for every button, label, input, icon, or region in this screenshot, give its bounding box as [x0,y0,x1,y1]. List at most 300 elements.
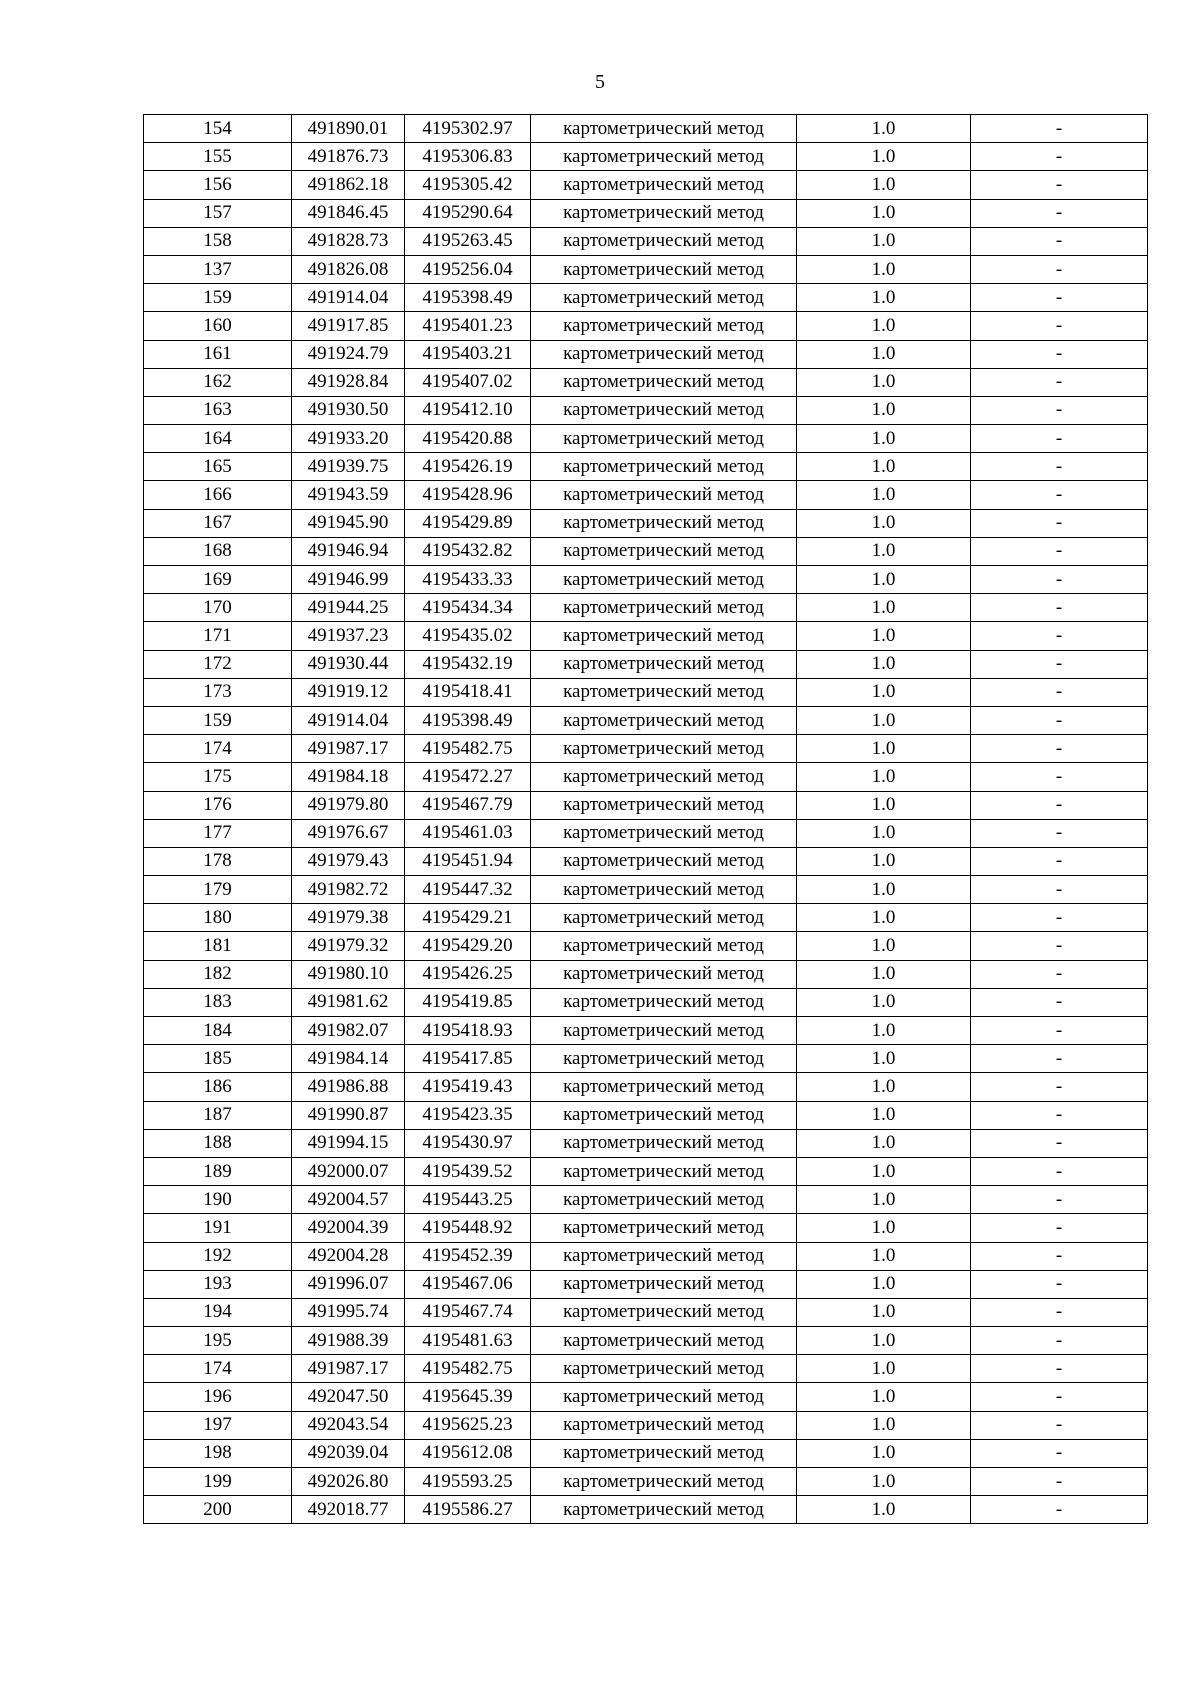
point-number-cell: 167 [144,509,292,537]
y-coordinate-cell: 4195625.23 [405,1411,531,1439]
x-coordinate-cell: 491979.80 [292,791,405,819]
description-cell: - [971,425,1148,453]
x-coordinate-cell: 491930.50 [292,396,405,424]
y-coordinate-cell: 4195305.42 [405,171,531,199]
method-cell: картометрический метод [531,368,797,396]
point-number-cell: 166 [144,481,292,509]
point-number-cell: 196 [144,1383,292,1411]
method-cell: картометрический метод [531,960,797,988]
y-coordinate-cell: 4195403.21 [405,340,531,368]
table-row [144,1214,1148,1242]
y-coordinate-cell: 4195481.63 [405,1327,531,1355]
accuracy-cell: 1.0 [797,819,971,847]
accuracy-cell: 1.0 [797,1186,971,1214]
description-cell: - [971,227,1148,255]
point-number-cell: 198 [144,1439,292,1467]
accuracy-cell: 1.0 [797,1383,971,1411]
method-cell: картометрический метод [531,284,797,312]
accuracy-cell: 1.0 [797,1327,971,1355]
description-cell: - [971,481,1148,509]
table-row [144,706,1148,734]
x-coordinate-cell: 491914.04 [292,706,405,734]
method-cell: картометрический метод [531,819,797,847]
y-coordinate-cell: 4195447.32 [405,876,531,904]
method-cell: картометрический метод [531,1327,797,1355]
description-cell: - [971,988,1148,1016]
description-cell: - [971,847,1148,875]
method-cell: картометрический метод [531,594,797,622]
accuracy-cell: 1.0 [797,960,971,988]
y-coordinate-cell: 4195401.23 [405,312,531,340]
method-cell: картометрический метод [531,847,797,875]
description-cell: - [971,115,1148,143]
accuracy-cell: 1.0 [797,425,971,453]
accuracy-cell: 1.0 [797,1411,971,1439]
table-row [144,340,1148,368]
table-row [144,1101,1148,1129]
x-coordinate-cell: 491979.43 [292,847,405,875]
description-cell: - [971,453,1148,481]
table-row [144,932,1148,960]
point-number-cell: 193 [144,1270,292,1298]
y-coordinate-cell: 4195418.93 [405,1017,531,1045]
x-coordinate-cell: 491994.15 [292,1129,405,1157]
accuracy-cell: 1.0 [797,791,971,819]
description-cell: - [971,143,1148,171]
x-coordinate-cell: 491984.18 [292,763,405,791]
table-row [144,227,1148,255]
x-coordinate-cell: 491890.01 [292,115,405,143]
x-coordinate-cell: 491945.90 [292,509,405,537]
y-coordinate-cell: 4195435.02 [405,622,531,650]
description-cell: - [971,1242,1148,1270]
description-cell: - [971,566,1148,594]
y-coordinate-cell: 4195429.21 [405,904,531,932]
y-coordinate-cell: 4195482.75 [405,735,531,763]
accuracy-cell: 1.0 [797,706,971,734]
method-cell: картометрический метод [531,255,797,283]
method-cell: картометрический метод [531,763,797,791]
y-coordinate-cell: 4195306.83 [405,143,531,171]
x-coordinate-cell: 491937.23 [292,622,405,650]
x-coordinate-cell: 491980.10 [292,960,405,988]
description-cell: - [971,1186,1148,1214]
y-coordinate-cell: 4195290.64 [405,199,531,227]
method-cell: картометрический метод [531,791,797,819]
table-row [144,960,1148,988]
method-cell: картометрический метод [531,1073,797,1101]
point-number-cell: 179 [144,876,292,904]
x-coordinate-cell: 491946.99 [292,566,405,594]
y-coordinate-cell: 4195467.79 [405,791,531,819]
x-coordinate-cell: 492043.54 [292,1411,405,1439]
accuracy-cell: 1.0 [797,227,971,255]
accuracy-cell: 1.0 [797,481,971,509]
method-cell: картометрический метод [531,1157,797,1185]
table-row [144,1242,1148,1270]
accuracy-cell: 1.0 [797,1129,971,1157]
method-cell: картометрический метод [531,706,797,734]
point-number-cell: 173 [144,678,292,706]
accuracy-cell: 1.0 [797,509,971,537]
x-coordinate-cell: 491986.88 [292,1073,405,1101]
accuracy-cell: 1.0 [797,678,971,706]
point-number-cell: 156 [144,171,292,199]
description-cell: - [971,650,1148,678]
accuracy-cell: 1.0 [797,1468,971,1496]
y-coordinate-cell: 4195467.06 [405,1270,531,1298]
accuracy-cell: 1.0 [797,735,971,763]
y-coordinate-cell: 4195420.88 [405,425,531,453]
y-coordinate-cell: 4195429.89 [405,509,531,537]
y-coordinate-cell: 4195398.49 [405,284,531,312]
table-row [144,1270,1148,1298]
description-cell: - [971,904,1148,932]
table-row [144,368,1148,396]
description-cell: - [971,1073,1148,1101]
y-coordinate-cell: 4195302.97 [405,115,531,143]
method-cell: картометрический метод [531,650,797,678]
table-row [144,1439,1148,1467]
table-row [144,876,1148,904]
y-coordinate-cell: 4195430.97 [405,1129,531,1157]
y-coordinate-cell: 4195612.08 [405,1439,531,1467]
description-cell: - [971,1468,1148,1496]
table-row [144,904,1148,932]
y-coordinate-cell: 4195419.43 [405,1073,531,1101]
method-cell: картометрический метод [531,1186,797,1214]
point-number-cell: 176 [144,791,292,819]
description-cell: - [971,199,1148,227]
x-coordinate-cell: 492004.57 [292,1186,405,1214]
method-cell: картометрический метод [531,1270,797,1298]
y-coordinate-cell: 4195398.49 [405,706,531,734]
y-coordinate-cell: 4195467.74 [405,1298,531,1326]
x-coordinate-cell: 492039.04 [292,1439,405,1467]
method-cell: картометрический метод [531,735,797,763]
table-row [144,1073,1148,1101]
x-coordinate-cell: 491914.04 [292,284,405,312]
y-coordinate-cell: 4195443.25 [405,1186,531,1214]
description-cell: - [971,340,1148,368]
x-coordinate-cell: 491828.73 [292,227,405,255]
accuracy-cell: 1.0 [797,255,971,283]
accuracy-cell: 1.0 [797,1017,971,1045]
accuracy-cell: 1.0 [797,340,971,368]
description-cell: - [971,1214,1148,1242]
table-row [144,1411,1148,1439]
table-row [144,1496,1148,1524]
y-coordinate-cell: 4195426.25 [405,960,531,988]
accuracy-cell: 1.0 [797,876,971,904]
table-row [144,1327,1148,1355]
description-cell: - [971,1355,1148,1383]
x-coordinate-cell: 491996.07 [292,1270,405,1298]
table-row [144,1298,1148,1326]
method-cell: картометрический метод [531,566,797,594]
method-cell: картометрический метод [531,312,797,340]
table-row [144,1045,1148,1073]
method-cell: картометрический метод [531,1355,797,1383]
point-number-cell: 154 [144,115,292,143]
method-cell: картометрический метод [531,453,797,481]
table-row [144,481,1148,509]
point-number-cell: 188 [144,1129,292,1157]
x-coordinate-cell: 491987.17 [292,735,405,763]
description-cell: - [971,622,1148,650]
table-row [144,622,1148,650]
description-cell: - [971,1101,1148,1129]
y-coordinate-cell: 4195412.10 [405,396,531,424]
point-number-cell: 172 [144,650,292,678]
method-cell: картометрический метод [531,1383,797,1411]
accuracy-cell: 1.0 [797,1355,971,1383]
x-coordinate-cell: 492018.77 [292,1496,405,1524]
x-coordinate-cell: 491944.25 [292,594,405,622]
method-cell: картометрический метод [531,199,797,227]
table-row [144,594,1148,622]
point-number-cell: 178 [144,847,292,875]
x-coordinate-cell: 491933.20 [292,425,405,453]
table-row [144,847,1148,875]
description-cell: - [971,171,1148,199]
table-row [144,255,1148,283]
y-coordinate-cell: 4195461.03 [405,819,531,847]
table-row [144,453,1148,481]
point-number-cell: 169 [144,566,292,594]
x-coordinate-cell: 491876.73 [292,143,405,171]
point-number-cell: 195 [144,1327,292,1355]
point-number-cell: 180 [144,904,292,932]
table-row [144,537,1148,565]
point-number-cell: 177 [144,819,292,847]
y-coordinate-cell: 4195426.19 [405,453,531,481]
description-cell: - [971,368,1148,396]
table-row [144,171,1148,199]
x-coordinate-cell: 491982.07 [292,1017,405,1045]
method-cell: картометрический метод [531,932,797,960]
description-cell: - [971,791,1148,819]
accuracy-cell: 1.0 [797,594,971,622]
description-cell: - [971,763,1148,791]
description-cell: - [971,1439,1148,1467]
y-coordinate-cell: 4195417.85 [405,1045,531,1073]
method-cell: картометрический метод [531,904,797,932]
x-coordinate-cell: 491946.94 [292,537,405,565]
y-coordinate-cell: 4195452.39 [405,1242,531,1270]
description-cell: - [971,876,1148,904]
table-row [144,425,1148,453]
accuracy-cell: 1.0 [797,1242,971,1270]
x-coordinate-cell: 491862.18 [292,171,405,199]
method-cell: картометрический метод [531,481,797,509]
accuracy-cell: 1.0 [797,988,971,1016]
point-number-cell: 162 [144,368,292,396]
method-cell: картометрический метод [531,171,797,199]
accuracy-cell: 1.0 [797,312,971,340]
accuracy-cell: 1.0 [797,171,971,199]
point-number-cell: 137 [144,255,292,283]
accuracy-cell: 1.0 [797,763,971,791]
point-number-cell: 160 [144,312,292,340]
x-coordinate-cell: 491928.84 [292,368,405,396]
x-coordinate-cell: 492000.07 [292,1157,405,1185]
description-cell: - [971,735,1148,763]
accuracy-cell: 1.0 [797,1439,971,1467]
description-cell: - [971,1270,1148,1298]
description-cell: - [971,594,1148,622]
description-cell: - [971,509,1148,537]
table-row [144,763,1148,791]
point-number-cell: 161 [144,340,292,368]
description-cell: - [971,960,1148,988]
point-number-cell: 174 [144,1355,292,1383]
x-coordinate-cell: 492047.50 [292,1383,405,1411]
coordinates-table-body [144,115,1148,1524]
x-coordinate-cell: 492026.80 [292,1468,405,1496]
y-coordinate-cell: 4195482.75 [405,1355,531,1383]
method-cell: картометрический метод [531,1411,797,1439]
point-number-cell: 157 [144,199,292,227]
accuracy-cell: 1.0 [797,1101,971,1129]
point-number-cell: 197 [144,1411,292,1439]
method-cell: картометрический метод [531,396,797,424]
x-coordinate-cell: 491930.44 [292,650,405,678]
table-row [144,735,1148,763]
point-number-cell: 194 [144,1298,292,1326]
table-row [144,1129,1148,1157]
method-cell: картометрический метод [531,988,797,1016]
point-number-cell: 183 [144,988,292,1016]
point-number-cell: 159 [144,284,292,312]
point-number-cell: 165 [144,453,292,481]
table-row [144,566,1148,594]
method-cell: картометрический метод [531,1214,797,1242]
coordinates-table [143,114,1148,1524]
method-cell: картометрический метод [531,1468,797,1496]
point-number-cell: 186 [144,1073,292,1101]
description-cell: - [971,706,1148,734]
point-number-cell: 163 [144,396,292,424]
table-row [144,312,1148,340]
y-coordinate-cell: 4195432.82 [405,537,531,565]
x-coordinate-cell: 491982.72 [292,876,405,904]
table-row [144,199,1148,227]
description-cell: - [971,1157,1148,1185]
description-cell: - [971,678,1148,706]
point-number-cell: 158 [144,227,292,255]
accuracy-cell: 1.0 [797,1157,971,1185]
x-coordinate-cell: 491976.67 [292,819,405,847]
x-coordinate-cell: 491979.32 [292,932,405,960]
description-cell: - [971,1327,1148,1355]
y-coordinate-cell: 4195423.35 [405,1101,531,1129]
y-coordinate-cell: 4195429.20 [405,932,531,960]
y-coordinate-cell: 4195472.27 [405,763,531,791]
x-coordinate-cell: 491984.14 [292,1045,405,1073]
x-coordinate-cell: 492004.39 [292,1214,405,1242]
accuracy-cell: 1.0 [797,622,971,650]
page-number: 5 [595,71,605,93]
point-number-cell: 182 [144,960,292,988]
x-coordinate-cell: 492004.28 [292,1242,405,1270]
method-cell: картометрический метод [531,622,797,650]
y-coordinate-cell: 4195439.52 [405,1157,531,1185]
point-number-cell: 199 [144,1468,292,1496]
table-row [144,1017,1148,1045]
accuracy-cell: 1.0 [797,537,971,565]
accuracy-cell: 1.0 [797,143,971,171]
y-coordinate-cell: 4195433.33 [405,566,531,594]
description-cell: - [971,1017,1148,1045]
accuracy-cell: 1.0 [797,566,971,594]
description-cell: - [971,1411,1148,1439]
method-cell: картометрический метод [531,1017,797,1045]
description-cell: - [971,284,1148,312]
table-row [144,988,1148,1016]
point-number-cell: 184 [144,1017,292,1045]
point-number-cell: 181 [144,932,292,960]
y-coordinate-cell: 4195593.25 [405,1468,531,1496]
method-cell: картометрический метод [531,1242,797,1270]
point-number-cell: 187 [144,1101,292,1129]
description-cell: - [971,396,1148,424]
table-row [144,396,1148,424]
description-cell: - [971,312,1148,340]
y-coordinate-cell: 4195263.45 [405,227,531,255]
x-coordinate-cell: 491939.75 [292,453,405,481]
accuracy-cell: 1.0 [797,1214,971,1242]
x-coordinate-cell: 491990.87 [292,1101,405,1129]
table-row [144,791,1148,819]
method-cell: картометрический метод [531,1439,797,1467]
y-coordinate-cell: 4195428.96 [405,481,531,509]
y-coordinate-cell: 4195451.94 [405,847,531,875]
accuracy-cell: 1.0 [797,115,971,143]
point-number-cell: 190 [144,1186,292,1214]
accuracy-cell: 1.0 [797,1045,971,1073]
point-number-cell: 200 [144,1496,292,1524]
description-cell: - [971,1298,1148,1326]
description-cell: - [971,1129,1148,1157]
accuracy-cell: 1.0 [797,368,971,396]
accuracy-cell: 1.0 [797,199,971,227]
description-cell: - [971,1383,1148,1411]
method-cell: картометрический метод [531,1298,797,1326]
point-number-cell: 185 [144,1045,292,1073]
x-coordinate-cell: 491846.45 [292,199,405,227]
method-cell: картометрический метод [531,876,797,904]
method-cell: картометрический метод [531,1045,797,1073]
table-row [144,1355,1148,1383]
table-row [144,678,1148,706]
method-cell: картометрический метод [531,115,797,143]
accuracy-cell: 1.0 [797,284,971,312]
table-row [144,1157,1148,1185]
point-number-cell: 170 [144,594,292,622]
y-coordinate-cell: 4195448.92 [405,1214,531,1242]
table-row [144,819,1148,847]
point-number-cell: 191 [144,1214,292,1242]
x-coordinate-cell: 491987.17 [292,1355,405,1383]
table-row [144,1468,1148,1496]
method-cell: картометрический метод [531,537,797,565]
x-coordinate-cell: 491917.85 [292,312,405,340]
point-number-cell: 164 [144,425,292,453]
accuracy-cell: 1.0 [797,453,971,481]
point-number-cell: 171 [144,622,292,650]
accuracy-cell: 1.0 [797,1496,971,1524]
